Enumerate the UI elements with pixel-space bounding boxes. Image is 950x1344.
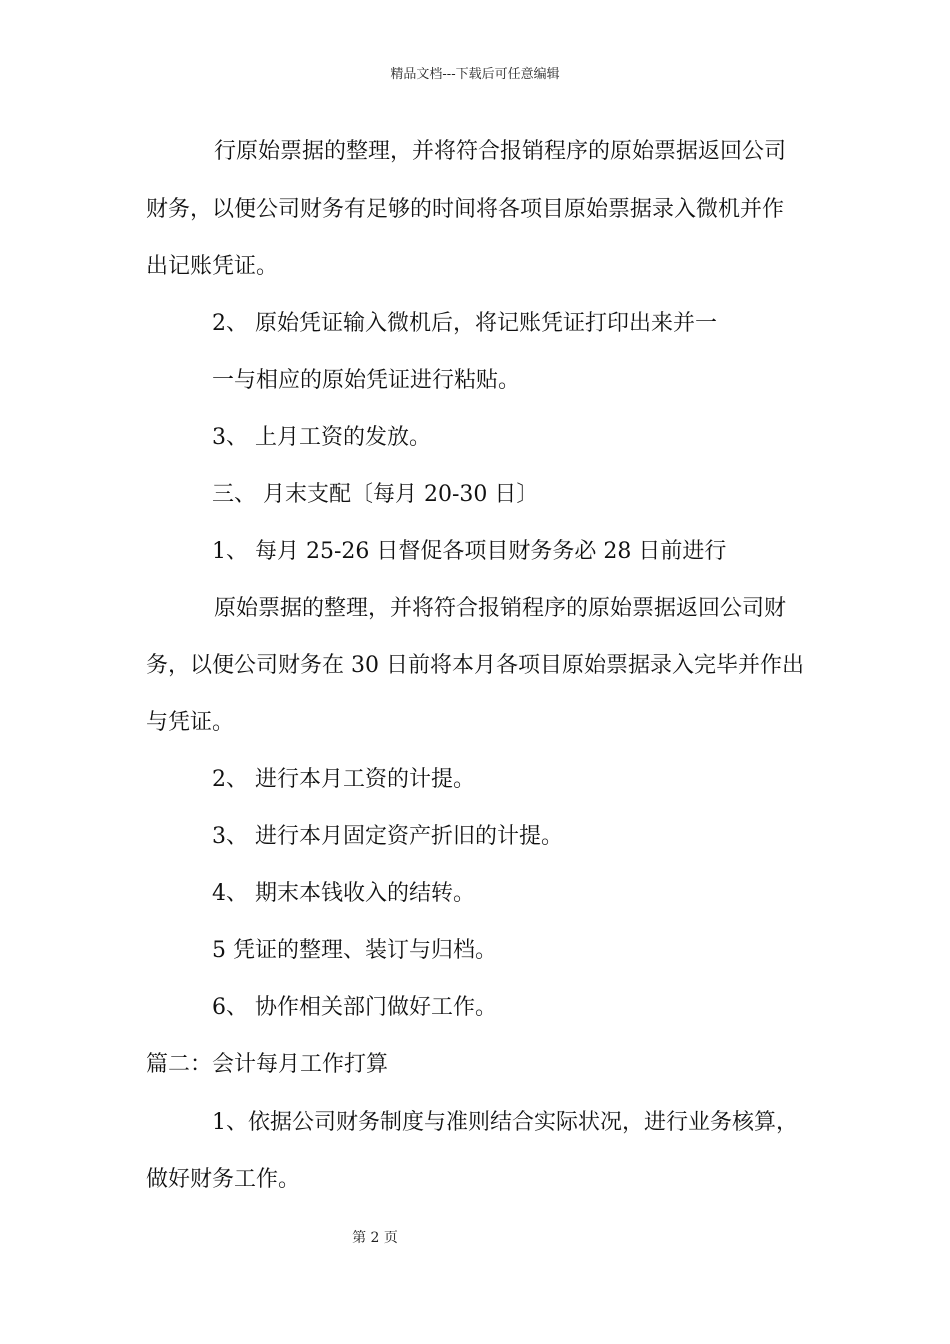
text-line: 一与相应的原始凭证进行粘贴。 <box>212 368 521 393</box>
section-heading: 三、 月末支配〔每月 20-30 日〕 <box>212 482 539 507</box>
text-line: 2、 进行本月工资的计提。 <box>212 767 475 792</box>
page-header: 精品文档---下载后可任意编辑 <box>390 67 560 82</box>
text-line: 原始票据的整理，并将符合报销程序的原始票据返回公司财 <box>214 596 787 621</box>
text-line: 5 凭证的整理、装订与归档。 <box>212 938 497 963</box>
text-line: 2、 原始凭证输入微机后，将记账凭证打印出来并一 <box>212 311 717 336</box>
text-line: 6、 协作相关部门做好工作。 <box>212 995 497 1020</box>
text-line: 出记账凭证。 <box>146 254 279 279</box>
text-line: 3、 上月工资的发放。 <box>212 425 431 450</box>
text-line: 1、 每月 25-26 日督促各项目财务务必 28 日前进行 <box>212 539 727 564</box>
text-line: 财务，以便公司财务有足够的时间将各项目原始票据录入微机并作 <box>146 197 785 222</box>
text-line: 行原始票据的整理，并将符合报销程序的原始票据返回公司 <box>214 139 787 164</box>
text-line: 1、依据公司财务制度与准则结合实际状况，进行业务核算， <box>212 1110 798 1135</box>
text-line: 4、 期末本钱收入的结转。 <box>212 881 475 906</box>
text-line: 做好财务工作。 <box>146 1167 301 1192</box>
text-line: 3、 进行本月固定资产折旧的计提。 <box>212 824 563 849</box>
page-number: 第 2 页 <box>352 1230 398 1246</box>
chapter-heading: 篇二：会计每月工作打算 <box>146 1052 389 1077</box>
text-line: 与凭证。 <box>146 710 235 735</box>
text-line: 务，以便公司财务在 30 日前将本月各项目原始票据录入完毕并作出 <box>146 653 804 678</box>
